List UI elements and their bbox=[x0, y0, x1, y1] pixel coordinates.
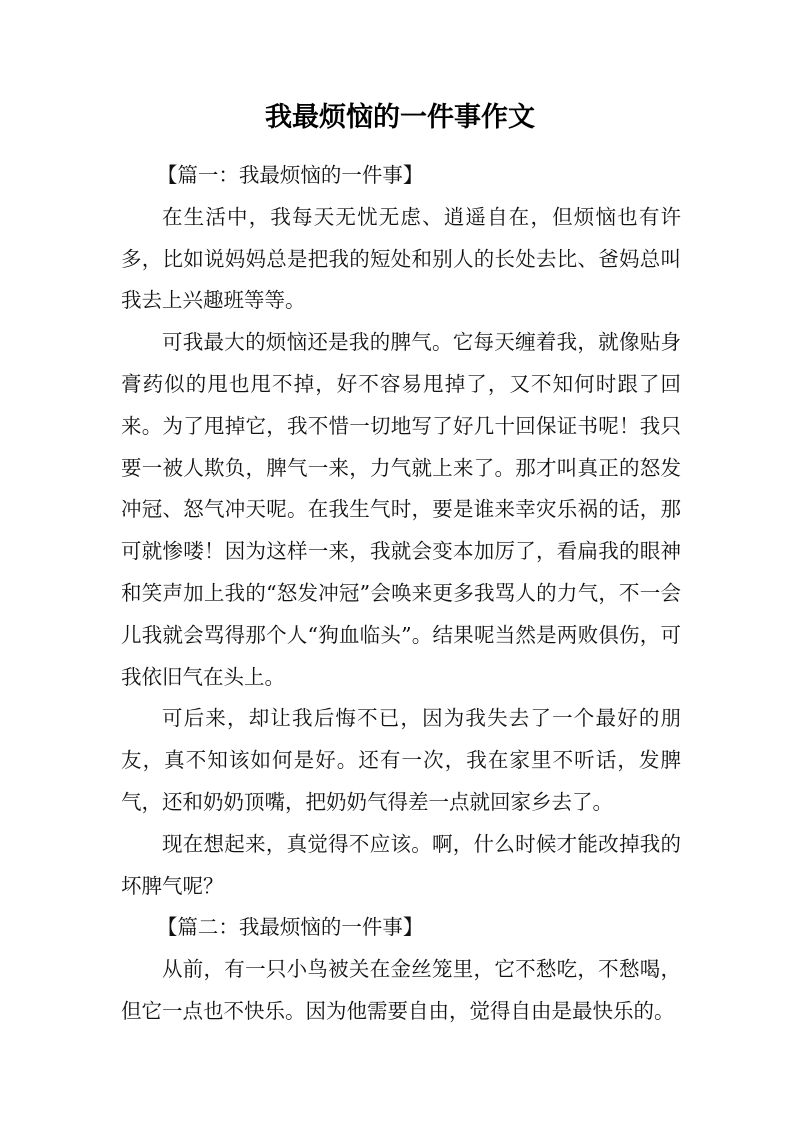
paragraph-2-1: 从前，有一只小鸟被关在金丝笼里，它不愁吃，不愁喝，但它一点也不快乐。因为他需要自由，觉得自由是最快乐的。 bbox=[121, 957, 681, 1023]
paragraph-1-2: 可我最大的烦恼还是我的脾气。它每天缠着我，就像贴身膏药似的甩也甩不掉，好不容易甩掉了，又不知何时跟了回来。为了甩掉它，我不惜一切地写了好几十回保证书呢！我只要一被人欺负，脾气一来，力气就上来了。那才叫真正的怒发冲冠、怒气冲天呢。在我生气时，要是谁来幸灾乐祸的话，那可就惨喽！因为这样一来，我就会变本加厉了，看扁我的眼神和笑声加上我的“怒发冲冠”会唤来更多我骂人的力气，不一会儿我就会骂得那个人“狗血临头”。结果呢当然是两败俱伤，可我依旧气在头上。 bbox=[121, 330, 681, 689]
article-body bbox=[121, 155, 681, 1033]
paragraph-1-4: 现在想起来，真觉得不应该。啊，什么时候才能改掉我的坏脾气呢？ bbox=[121, 831, 681, 898]
paragraph-1-3: 可后来，却让我后悔不已，因为我失去了一个最好的朋友，真不知该如何是好。还有一次，我在家里不听话，发脾气，还和奶奶顶嘴，把奶奶气得差一点就回家乡去了。 bbox=[121, 706, 681, 814]
section-heading-1: 【篇一：我最烦恼的一件事】 bbox=[156, 163, 424, 187]
paragraph-1-1: 在生活中，我每天无忧无虑、逍遥自在，但烦恼也有许多，比如说妈妈总是把我的短处和别人的长处去比、爸妈总叫我去上兴趣班等等。 bbox=[121, 204, 681, 313]
page-title: 我最烦恼的一件事作文 bbox=[265, 102, 535, 133]
section-heading-2: 【篇二：我最烦恼的一件事】 bbox=[156, 915, 424, 940]
